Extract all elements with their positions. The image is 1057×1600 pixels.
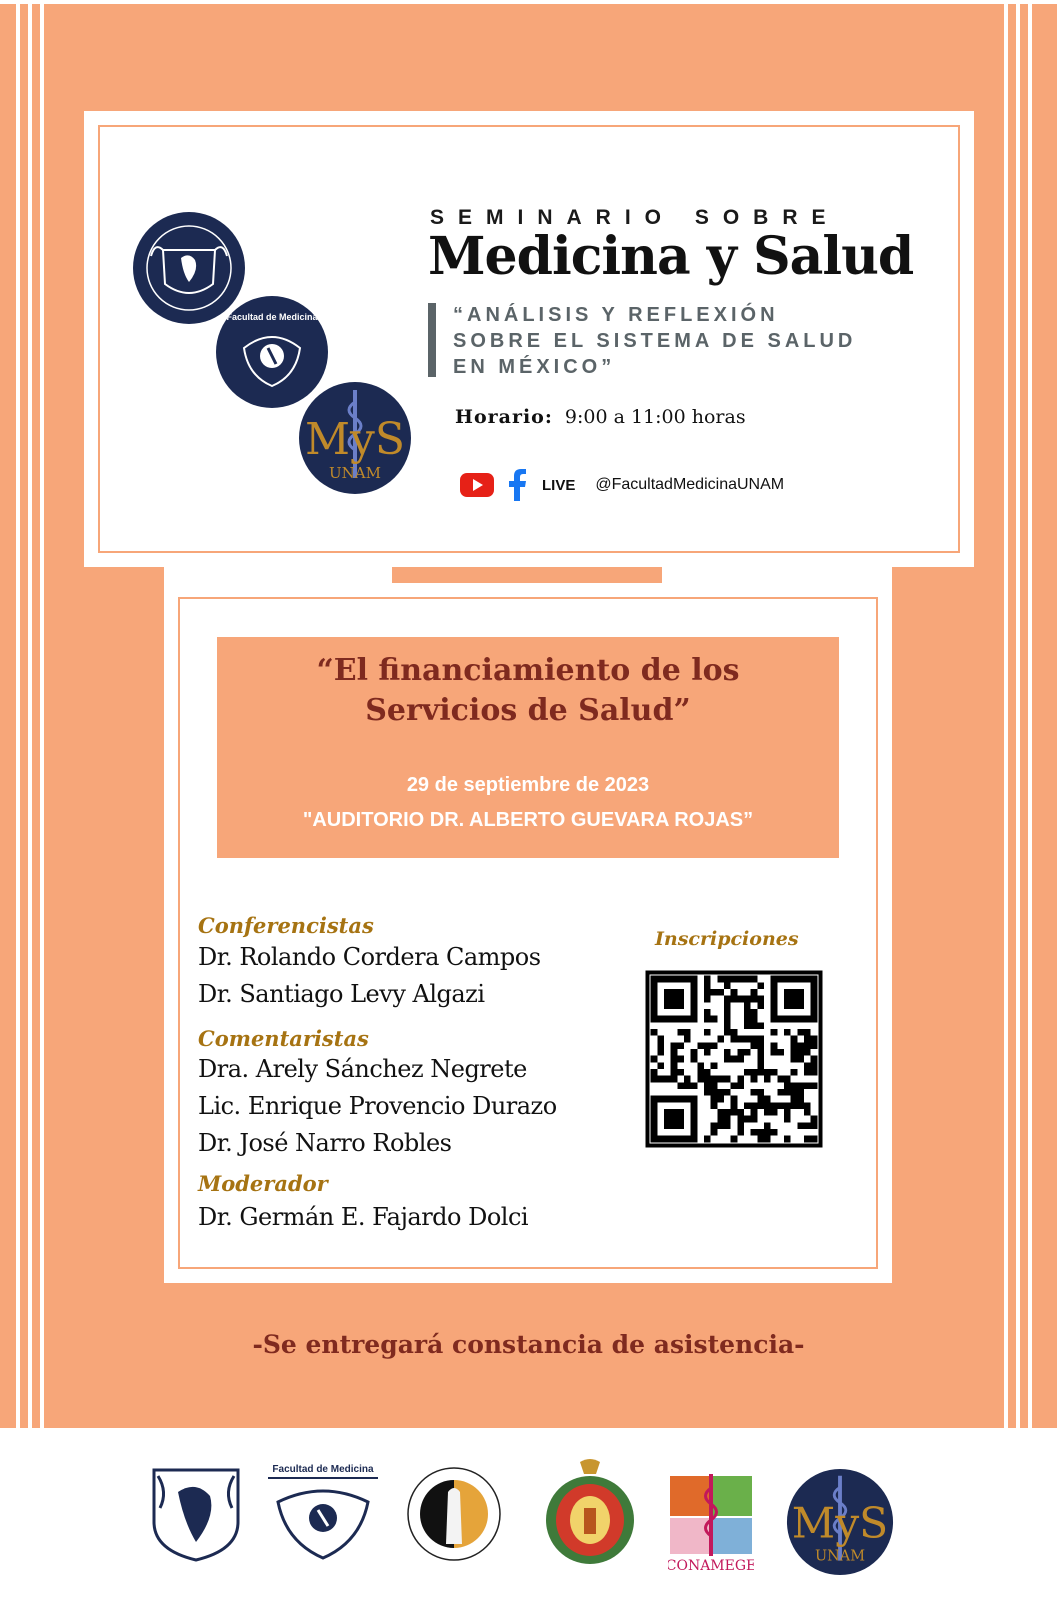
qr-module	[744, 1036, 751, 1043]
qr-module	[737, 1109, 744, 1116]
qr-module	[797, 1056, 804, 1063]
qr-module	[791, 1056, 798, 1063]
qr-module	[684, 1082, 691, 1089]
qr-module	[757, 1136, 764, 1143]
qr-module	[704, 1136, 711, 1143]
qr-module	[757, 982, 764, 989]
live-label: LIVE	[542, 476, 576, 494]
qr-module	[811, 1082, 818, 1089]
qr-module	[771, 1042, 778, 1049]
academia-cirugia-icon	[540, 1456, 640, 1568]
qr-module	[737, 1049, 744, 1056]
qr-module	[771, 1102, 778, 1109]
qr-module	[797, 1089, 804, 1096]
qr-module	[811, 1069, 818, 1076]
qr-module	[711, 1122, 718, 1129]
qr-module	[677, 1082, 684, 1089]
talk-banner	[217, 637, 839, 858]
qr-module	[717, 1096, 724, 1103]
qr-module	[711, 1016, 718, 1023]
qr-module	[657, 1062, 664, 1069]
qr-module	[751, 1009, 758, 1016]
qr-module	[791, 1036, 798, 1043]
qr-module	[724, 1116, 731, 1123]
qr-module	[757, 1129, 764, 1136]
qr-module	[737, 1082, 744, 1089]
qr-module	[784, 1116, 791, 1123]
comentaristas-heading: Comentaristas	[198, 1026, 369, 1051]
unam-seal-icon	[133, 212, 245, 324]
qr-module	[717, 976, 724, 983]
qr-module	[711, 1096, 718, 1103]
qr-module	[711, 1129, 718, 1136]
academia-medicina-icon	[404, 1462, 504, 1562]
conamege-text: CONAMEGE	[668, 1558, 754, 1574]
attendance-note: -Se entregará constancia de asistencia-	[252, 1330, 805, 1359]
qr-module	[751, 976, 758, 983]
qr-module	[704, 976, 711, 983]
qr-module	[751, 1129, 758, 1136]
qr-module	[731, 976, 738, 983]
qr-module	[791, 1042, 798, 1049]
qr-module	[791, 1102, 798, 1109]
qr-module	[731, 1096, 738, 1103]
qr-module	[764, 1102, 771, 1109]
qr-module	[764, 1096, 771, 1103]
qr-module	[684, 1029, 691, 1036]
qr-module	[751, 1109, 758, 1116]
qr-module	[791, 1082, 798, 1089]
qr-module	[764, 1122, 771, 1129]
qr-module	[737, 1056, 744, 1063]
qr-module	[724, 1089, 731, 1096]
qr-module	[717, 1076, 724, 1083]
qr-module	[724, 1002, 731, 1009]
qr-module	[731, 1029, 738, 1036]
qr-module	[804, 1069, 811, 1076]
qr-module	[811, 1062, 818, 1069]
conamege-icon	[668, 1474, 754, 1580]
qr-finder-module	[664, 1109, 684, 1129]
qr-module	[684, 1076, 691, 1083]
qr-module	[704, 1076, 711, 1083]
qr-module	[691, 1049, 698, 1056]
qr-module	[704, 1089, 711, 1096]
qr-module	[744, 996, 751, 1003]
qr-module	[724, 1049, 731, 1056]
qr-module	[764, 1109, 771, 1116]
seminar-kicker: SEMINARIO SOBRE	[430, 206, 840, 229]
qr-module	[751, 1036, 758, 1043]
subtitle-accent-bar	[428, 303, 436, 377]
qr-module	[777, 1076, 784, 1083]
qr-module	[717, 1089, 724, 1096]
qr-module	[771, 1029, 778, 1036]
qr-module	[744, 1116, 751, 1123]
qr-module	[811, 1056, 818, 1063]
qr-module	[804, 1102, 811, 1109]
mys-caduceus-icon	[299, 382, 411, 494]
qr-module	[711, 1102, 718, 1109]
facultad-logo-text: Facultad de Medicina	[226, 312, 318, 322]
qr-module	[797, 1049, 804, 1056]
qr-module	[777, 1089, 784, 1096]
qr-module	[804, 1049, 811, 1056]
qr-module	[784, 1082, 791, 1089]
qr-module	[724, 1056, 731, 1063]
qr-module	[731, 1102, 738, 1109]
qr-module	[797, 1096, 804, 1103]
qr-module	[751, 996, 758, 1003]
qr-module	[784, 1029, 791, 1036]
qr-module	[697, 1042, 704, 1049]
qr-module	[731, 996, 738, 1003]
qr-module	[784, 1089, 791, 1096]
qr-module	[717, 1036, 724, 1043]
qr-module	[704, 1016, 711, 1023]
qr-module	[811, 1036, 818, 1043]
qr-module	[704, 982, 711, 989]
qr-module	[784, 1136, 791, 1143]
qr-module	[657, 1076, 664, 1083]
qr-module	[697, 1069, 704, 1076]
qr-module	[671, 1076, 678, 1083]
qr-module	[791, 1069, 798, 1076]
qr-module	[717, 1109, 724, 1116]
qr-module	[717, 1116, 724, 1123]
qr-module	[757, 996, 764, 1003]
qr-module	[784, 1102, 791, 1109]
facebook-icon[interactable]	[506, 469, 528, 501]
footer-logo-mys	[786, 1468, 894, 1581]
speaker-name: Dr. Santiago Levy Algazi	[198, 980, 485, 1008]
qr-module	[724, 1109, 731, 1116]
qr-module	[764, 1076, 771, 1083]
qr-module	[724, 976, 731, 983]
footer-unam-text: UNAM	[814, 1548, 866, 1565]
qr-module	[737, 1122, 744, 1129]
border-line-right-2	[1016, 0, 1020, 1428]
qr-module	[697, 1076, 704, 1083]
qr-module	[724, 1029, 731, 1036]
footer-facultad-text: Facultad de Medicina	[272, 1464, 374, 1475]
commentator-name: Lic. Enrique Provencio Durazo	[198, 1092, 557, 1120]
talk-title-line2: Servicios de Salud”	[365, 693, 691, 728]
qr-module	[737, 1129, 744, 1136]
qr-module	[751, 989, 758, 996]
unam-shield-icon	[148, 1462, 244, 1562]
qr-module	[751, 1102, 758, 1109]
qr-module	[777, 1102, 784, 1109]
qr-module	[791, 1096, 798, 1103]
qr-module	[804, 1136, 811, 1143]
qr-module	[804, 1122, 811, 1129]
qr-module	[811, 1116, 818, 1123]
unam-seal-logo	[133, 212, 245, 324]
qr-module	[804, 1042, 811, 1049]
talk-title-line1: “El financiamiento de los	[316, 653, 740, 688]
qr-module	[711, 1076, 718, 1083]
mys-unam-text: UNAM	[329, 464, 381, 482]
qr-module	[757, 1022, 764, 1029]
social-handle[interactable]: @FacultadMedicinaUNAM	[595, 476, 785, 493]
social-live-row	[460, 470, 784, 500]
qr-module	[677, 1056, 684, 1063]
qr-module	[731, 1036, 738, 1043]
qr-module	[744, 1049, 751, 1056]
qr-module	[651, 1076, 658, 1083]
qr-module	[791, 1089, 798, 1096]
qr-module	[711, 1089, 718, 1096]
qr-module	[751, 1089, 758, 1096]
qr-module	[784, 1076, 791, 1083]
qr-module	[704, 1069, 711, 1076]
qr-module	[764, 1136, 771, 1143]
qr-module	[771, 1109, 778, 1116]
qr-module	[651, 1069, 658, 1076]
moderador-heading: Moderador	[198, 1171, 328, 1196]
inscripciones-heading: Inscripciones	[655, 928, 799, 950]
qr-module	[657, 1042, 664, 1049]
qr-module	[724, 1009, 731, 1016]
qr-module	[704, 1009, 711, 1016]
qr-module	[704, 1082, 711, 1089]
qr-module	[671, 1069, 678, 1076]
facultad-medicina-icon	[216, 296, 328, 408]
border-line-right-3	[1028, 0, 1032, 1428]
facultad-eagle-icon	[268, 1462, 378, 1562]
mys-logo-text: MyS	[304, 414, 406, 465]
qr-module	[737, 996, 744, 1003]
qr-module	[731, 1056, 738, 1063]
moderator-name: Dr. Germán E. Fajardo Dolci	[198, 1203, 529, 1231]
border-line-left-1	[16, 0, 20, 1428]
qr-module	[744, 1102, 751, 1109]
youtube-icon[interactable]	[460, 473, 494, 497]
qr-module	[797, 1029, 804, 1036]
qr-module	[804, 1029, 811, 1036]
facultad-medicina-logo	[216, 296, 328, 408]
qr-module	[771, 1049, 778, 1056]
qr-module	[671, 1062, 678, 1069]
qr-module	[731, 1109, 738, 1116]
qr-module	[777, 1049, 784, 1056]
qr-module	[744, 1069, 751, 1076]
qr-module	[691, 1056, 698, 1063]
commentator-name: Dra. Arely Sánchez Negrete	[198, 1055, 527, 1083]
schedule-label: Horario:	[455, 406, 553, 428]
qr-module	[744, 976, 751, 983]
qr-module	[757, 1049, 764, 1056]
schedule-value: 9:00 a 11:00 horas	[564, 406, 746, 428]
qr-module	[704, 1029, 711, 1036]
qr-module	[744, 1016, 751, 1023]
qr-module	[797, 1122, 804, 1129]
qr-module	[711, 1062, 718, 1069]
qr-module	[711, 989, 718, 996]
footer-mys-text: MyS	[791, 1499, 889, 1549]
conferencistas-heading: Conferencistas	[198, 913, 374, 938]
qr-module	[804, 1109, 811, 1116]
footer-logo-unam	[148, 1462, 244, 1567]
seminar-title: Medicina y Salud	[428, 226, 914, 287]
footer-logo-academia-cirugia	[540, 1456, 640, 1573]
qr-module	[751, 1016, 758, 1023]
qr-module	[651, 1056, 658, 1063]
qr-module	[731, 1136, 738, 1143]
qr-module	[704, 996, 711, 1003]
qr-module	[704, 1049, 711, 1056]
qr-module	[671, 1049, 678, 1056]
qr-module	[751, 1116, 758, 1123]
qr-module	[804, 1062, 811, 1069]
qr-module	[771, 1069, 778, 1076]
qr-module	[751, 1042, 758, 1049]
qr-module	[724, 982, 731, 989]
qr-module	[791, 1049, 798, 1056]
qr-module	[684, 1036, 691, 1043]
qr-module	[804, 1082, 811, 1089]
qr-module	[751, 1076, 758, 1083]
qr-finder-module	[784, 989, 804, 1009]
qr-module	[724, 1076, 731, 1083]
footer-logo-conamege	[668, 1474, 754, 1585]
qr-module	[757, 1056, 764, 1063]
border-line-right-1	[1004, 0, 1008, 1428]
commentator-name: Dr. José Narro Robles	[198, 1129, 452, 1157]
seminar-subtitle: “ANÁLISIS Y REFLEXIÓN SOBRE EL SISTEMA DE SALUD EN MÉXICO”	[453, 304, 857, 378]
qr-module	[764, 1129, 771, 1136]
border-line-left-2	[28, 0, 32, 1428]
qr-module	[731, 989, 738, 996]
qr-module	[784, 1109, 791, 1116]
qr-module	[737, 1036, 744, 1043]
qr-module	[677, 1029, 684, 1036]
qr-finder-module	[664, 989, 684, 1009]
qr-module	[797, 1102, 804, 1109]
qr-module	[751, 1069, 758, 1076]
qr-module	[757, 1002, 764, 1009]
qr-module	[811, 1122, 818, 1129]
qr-module	[724, 996, 731, 1003]
talk-venue: "AUDITORIO DR. ALBERTO GUEVARA ROJAS”	[302, 809, 754, 831]
qr-module	[764, 1069, 771, 1076]
qr-module	[731, 1082, 738, 1089]
qr-module	[757, 1062, 764, 1069]
qr-module	[744, 1009, 751, 1016]
qr-module	[757, 1096, 764, 1103]
schedule	[455, 406, 746, 428]
qr-module	[651, 1029, 658, 1036]
border-line-left-3	[40, 0, 44, 1428]
qr-module	[811, 1042, 818, 1049]
qr-module	[757, 1042, 764, 1049]
qr-module	[677, 1042, 684, 1049]
qr-module	[757, 1102, 764, 1109]
qr-module	[724, 1122, 731, 1129]
qr-module	[664, 1076, 671, 1083]
registration-qr-code[interactable]	[644, 969, 824, 1149]
qr-module	[704, 1042, 711, 1049]
mys-caduceus-footer-icon	[786, 1468, 894, 1576]
qr-module	[797, 1042, 804, 1049]
qr-module	[671, 1056, 678, 1063]
qr-module	[737, 976, 744, 983]
footer-logo-academia-medicina	[404, 1462, 504, 1567]
qr-module	[724, 1016, 731, 1023]
qr-module	[797, 1082, 804, 1089]
qr-module	[704, 989, 711, 996]
qr-module	[771, 1129, 778, 1136]
qr-module	[691, 1082, 698, 1089]
qr-module	[711, 1042, 718, 1049]
talk-title	[217, 651, 839, 731]
qr-module	[757, 1069, 764, 1076]
qr-module	[671, 1042, 678, 1049]
qr-module	[751, 1022, 758, 1029]
qr-module	[757, 1036, 764, 1043]
mys-unam-logo	[299, 382, 411, 494]
talk-date: 29 de septiembre de 2023	[406, 774, 650, 796]
qr-module	[717, 1122, 724, 1129]
qr-module	[677, 1069, 684, 1076]
qr-module	[811, 1136, 818, 1143]
qr-module	[697, 1062, 704, 1069]
qr-module	[724, 1022, 731, 1029]
qr-module	[744, 1022, 751, 1029]
qr-module	[757, 1089, 764, 1096]
speaker-name: Dr. Rolando Cordera Campos	[198, 943, 541, 971]
footer-logo-facultad	[268, 1462, 378, 1567]
qr-module	[804, 1036, 811, 1043]
qr-module	[657, 1036, 664, 1043]
qr-module	[737, 1076, 744, 1083]
qr-module	[744, 1002, 751, 1009]
qr-module	[717, 989, 724, 996]
qr-module	[711, 1082, 718, 1089]
top-border-line	[0, 0, 1057, 4]
qr-module	[657, 1049, 664, 1056]
qr-module	[737, 1116, 744, 1123]
